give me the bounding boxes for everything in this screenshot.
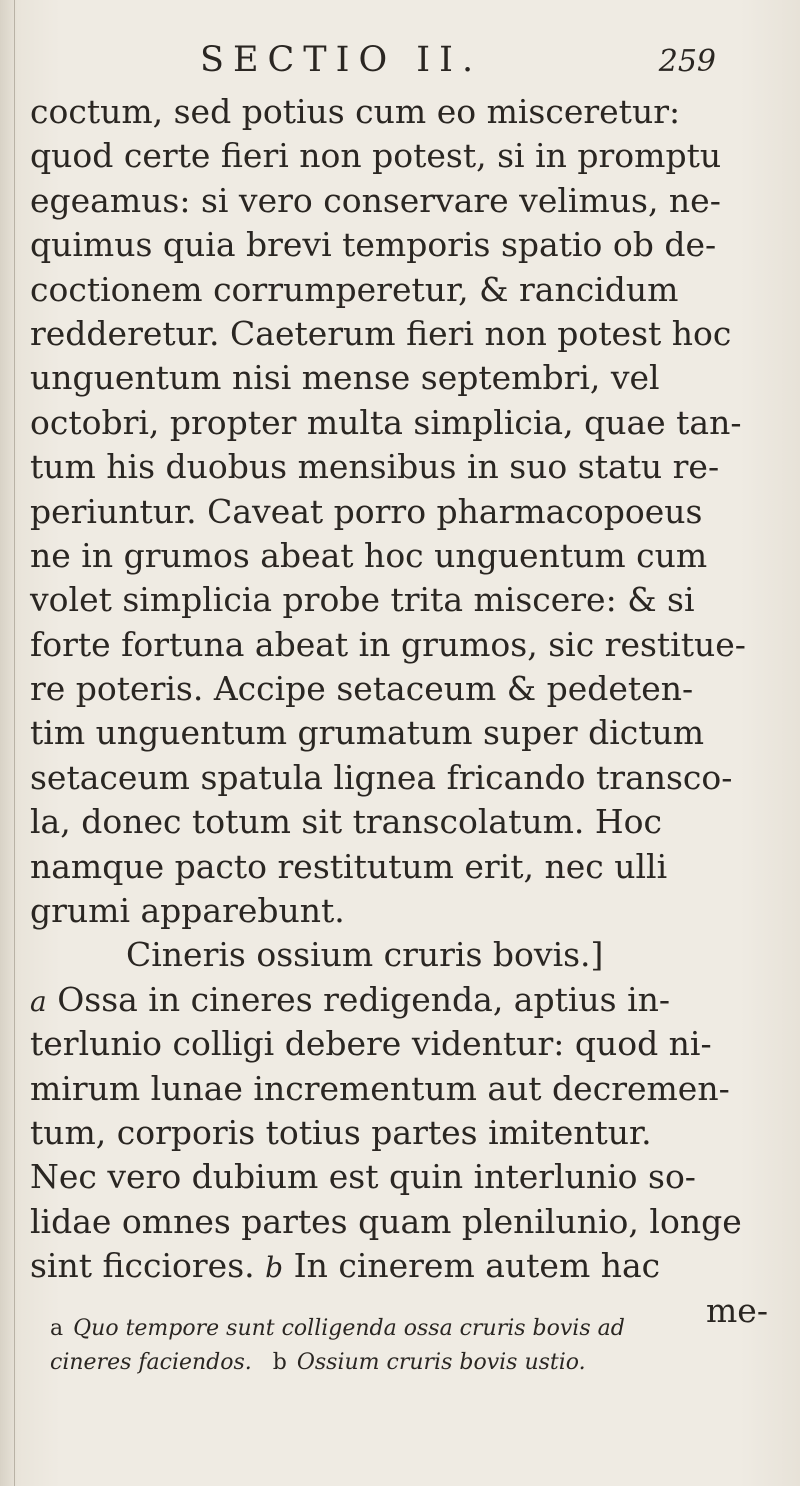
footnote-a-continuation (50, 1346, 770, 1380)
note-marker-b: b (265, 1251, 284, 1285)
text-line: ne in grumos abeat hoc unguentum cum (30, 535, 708, 575)
text-line: Nec vero dubium est quin interlunio so- (30, 1157, 696, 1197)
body-text (30, 90, 780, 1333)
text-line: quod certe fieri non potest, si in promptu (30, 136, 722, 176)
text-line: re poteris. Accipe setaceum & pedeten- (30, 669, 694, 709)
text-line: namque pacto restitutum erit, nec ulli (30, 846, 668, 886)
footnote-letter-a: a (50, 1316, 64, 1341)
text-line: tim unguentum grumatum super dictum (30, 713, 705, 753)
text-line: la, donec totum sit transcolatum. Hoc (30, 802, 663, 842)
text-line-note-a (30, 978, 780, 1022)
text-line: tum his duobus mensibus in suo statu re- (30, 447, 720, 487)
footnote-text: Ossium cruris bovis ustio. (296, 1350, 586, 1375)
footnote-text: Quo tempore sunt colligenda ossa cruris bovis ad (73, 1316, 625, 1341)
footnotes (50, 1312, 770, 1380)
text-line-content: sint ficciores. (30, 1246, 255, 1286)
text-line: coctionem corrumperetur, & rancidum (30, 269, 679, 309)
page-gutter-edge (14, 0, 15, 1486)
section-heading: Cineris ossium cruris bovis.] (126, 935, 604, 975)
text-line: octobri, propter multa simplicia, quae tan- (30, 402, 742, 442)
running-title: SECTIO II. (200, 40, 483, 80)
text-line: coctum, sed potius cum eo misceretur: (30, 92, 681, 131)
footnote-a (50, 1312, 770, 1346)
text-line: mirum lunae incrementum aut decremen- (30, 1068, 730, 1108)
text-line: quimus quia brevi temporis spatio ob de- (30, 225, 717, 265)
running-head (200, 40, 720, 84)
footnote-letter-b: b (272, 1350, 287, 1375)
catchword: me- (706, 1290, 768, 1330)
note-marker-a: a (30, 984, 47, 1018)
text-line: volet simplicia probe trita miscere: & si (30, 580, 695, 620)
text-line-content: Ossa in cineres redigenda, aptius in- (57, 979, 671, 1019)
text-line: grumi apparebunt. (30, 891, 345, 931)
text-line: terlunio colligi debere videntur: quod ni- (30, 1024, 712, 1064)
text-line: setaceum spatula lignea fricando transco- (30, 757, 733, 797)
text-line: lidae omnes partes quam plenilunio, longe (30, 1201, 742, 1241)
page-number: 259 (658, 44, 716, 79)
text-line: periuntur. Caveat porro pharmacopoeus (30, 491, 703, 531)
text-line: forte fortuna abeat in grumos, sic restitue- (30, 624, 746, 664)
text-line: tum, corporis totius partes imitentur. (30, 1112, 652, 1152)
text-line: egeamus: si vero conservare velimus, ne- (30, 180, 721, 220)
text-line-content: In cinerem autem hac (293, 1246, 661, 1286)
text-line: redderetur. Caeterum fieri non potest hoc (30, 313, 732, 353)
text-line-note-b (30, 1244, 780, 1288)
footnote-text: cineres faciendos. (50, 1350, 252, 1375)
text-line: unguentum nisi mense septembri, vel (30, 358, 660, 398)
